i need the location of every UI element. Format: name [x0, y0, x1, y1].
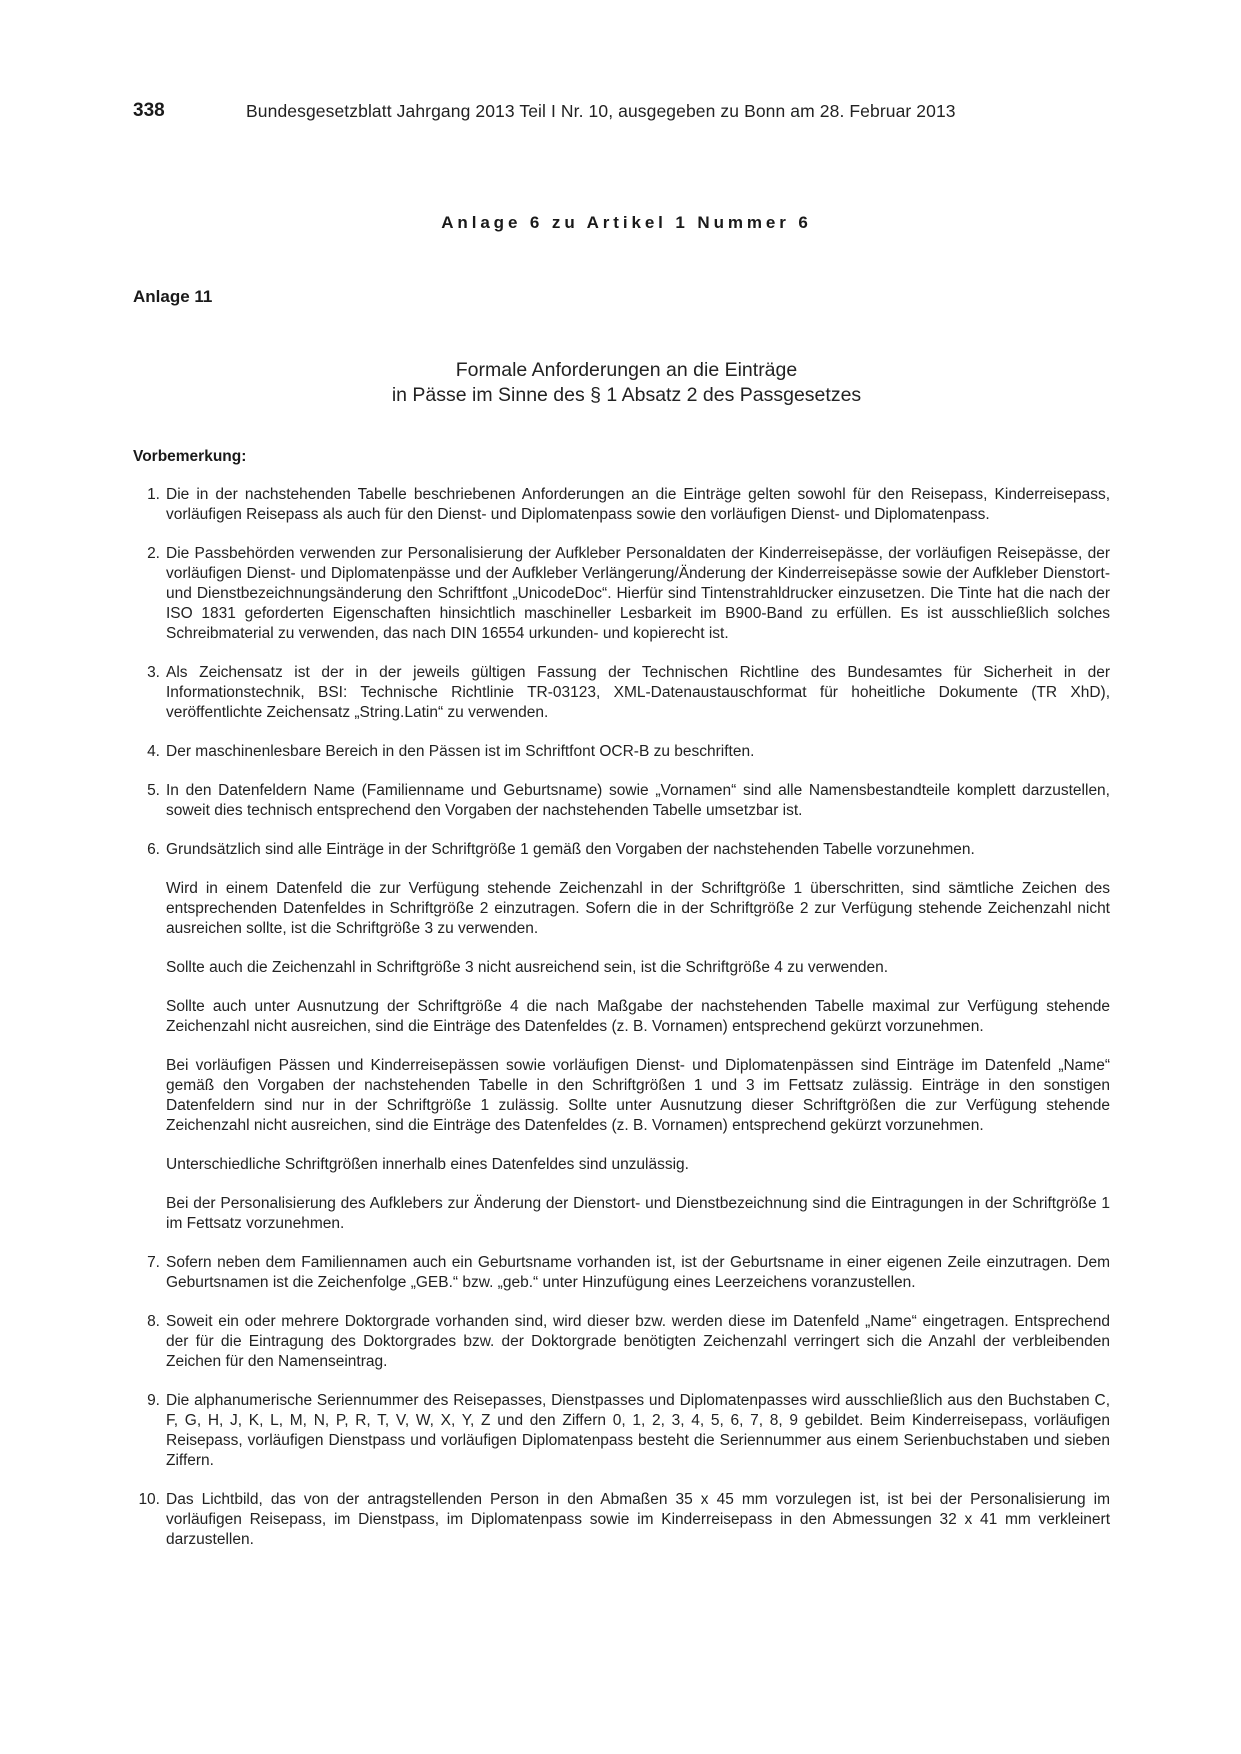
document-title — [0, 358, 1241, 408]
annex-number: Anlage 11 — [133, 287, 213, 306]
list-item-paragraph: Grundsätzlich sind alle Einträge in der Schriftgröße 1 gemäß den Vorgaben der nachstehenden Tabelle vorzunehmen. — [166, 841, 975, 858]
list-item-paragraph: Der maschinenlesbare Bereich in den Pässen ist im Schriftfont OCR-B zu beschriften. — [166, 743, 755, 760]
list-item — [133, 742, 1110, 762]
list-item — [133, 840, 1110, 1234]
list-item-number: 6. — [147, 841, 160, 858]
list-item-paragraph: Wird in einem Datenfeld die zur Verfügung stehende Zeichenzahl in der Schriftgröße 1 überschritten, sind sämtliche Zeichen des entsprechenden Datenfeldes in Schriftgröße 2 einzutragen. Sofern die in der Schriftgröße 2 zur Verfügung stehende Zeichenzahl nicht ausreichen sollte, ist die Schriftgröße 3 zu verwenden. — [166, 880, 1110, 937]
list-item-paragraph: Sollte auch unter Ausnutzung der Schriftgröße 4 die nach Maßgabe der nachstehenden Tabelle maximal zur Verfügung stehende Zeichenzahl nicht ausreichen, sind die Einträge des Datenfeldes (z. B. Vornamen) entsprechend gekürzt vorzunehmen. — [166, 998, 1110, 1035]
list-item — [133, 1312, 1110, 1372]
list-item-paragraph: Unterschiedliche Schriftgrößen innerhalb eines Datenfeldes sind unzulässig. — [166, 1156, 689, 1173]
list-item-paragraph: Sofern neben dem Familiennamen auch ein Geburtsname vorhanden ist, ist der Geburtsname in einer eigenen Zeile einzutragen. Dem Geburtsnamen ist die Zeichenfolge „GEB.“ bzw. „geb.“ unter Hinzufügung eines Leerzeichens voranzustellen. — [166, 1254, 1110, 1291]
list-item — [133, 544, 1110, 644]
list-item-number: 3. — [147, 664, 160, 681]
list-item-paragraph: Die in der nachstehenden Tabelle beschriebenen Anforderungen an die Einträge gelten sowohl für den Reisepass, Kinderreisepass, vorläufigen Reisepass als auch für den Dienst- und Diplomatenpass sowie den vorläufigen Dienst- und Diplomatenpass. — [166, 486, 1110, 523]
list-item-number: 10. — [138, 1491, 160, 1508]
list-item-number: 5. — [147, 782, 160, 799]
list-item-number: 9. — [147, 1392, 160, 1409]
list-item-paragraph: Die Passbehörden verwenden zur Personalisierung der Aufkleber Personaldaten der Kinderreisepässe, der vorläufigen Reisepässe, der vorläufigen Dienst- und Diplomatenpässe und der Aufkleber Verlängerung/Änderung der Kinderreisepässe sowie der Aufkleber Dienstort- und Dienstbezeichnungsänderung den Schriftfont „UnicodeDoc“. Hierfür sind Tintenstrahldrucker einzusetzen. Die Tinte hat die nach der ISO 1831 geforderten Eigenschaften hinsichtlich maschineller Lesbarkeit im B900-Band zu erfüllen. Es ist ausschließlich solches Schreibmaterial zu verwenden, das nach DIN 16554 urkunden- und kopierecht ist. — [166, 545, 1110, 642]
document-title-line-2: in Pässe im Sinne des § 1 Absatz 2 des Passgesetzes — [391, 384, 862, 406]
list-item-number: 1. — [147, 486, 160, 503]
list-item-paragraph: In den Datenfeldern Name (Familienname und Geburtsname) sowie „Vornamen“ sind alle Namensbestandteile komplett darzustellen, soweit dies technisch entsprechend den Vorgaben der nachstehenden Tabelle umsetzbar ist. — [166, 782, 1110, 819]
list-item-paragraph: Als Zeichensatz ist der in der jeweils gültigen Fassung der Technischen Richtline des Bundesamtes für Sicherheit in der Informationstechnik, BSI: Technische Richtlinie TR-03123, XML-Datenaustauschformat für hoheitliche Dokumente (TR XhD), veröffentlichte Zeichensatz „String.Latin“ zu verwenden. — [166, 664, 1110, 721]
list-item — [133, 1490, 1110, 1550]
page-header — [133, 100, 1113, 130]
list-item-paragraph: Bei der Personalisierung des Aufklebers zur Änderung der Dienstort- und Dienstbezeichnung sind die Eintragungen in der Schriftgröße 1 im Fettsatz vorzunehmen. — [166, 1195, 1110, 1232]
gazette-title: Bundesgesetzblatt Jahrgang 2013 Teil I Nr. 10, ausgegeben zu Bonn am 28. Februar 2013 — [246, 101, 956, 121]
list-item-number: 7. — [147, 1254, 160, 1271]
list-item — [133, 663, 1110, 723]
list-item-number: 2. — [147, 545, 160, 562]
page-number: 338 — [133, 100, 165, 121]
list-item-paragraph: Die alphanumerische Seriennummer des Reisepasses, Dienstpasses und Diplomatenpasses wird ausschließlich aus den Buchstaben C, F, G, H, J, K, L, M, N, P, R, T, V, W, X, Y, Z und den Ziffern 0, 1, 2, 3, 4, 5, 6, 7, 8, 9 gebildet. Beim Kinderreisepass, vorläufigen Reisepass, vorläufigen Dienstpass und vorläufigen Diplomatenpass besteht die Seriennummer aus einem Serienbuchstaben und sieben Ziffern. — [166, 1392, 1110, 1469]
list-item-number: 4. — [147, 743, 160, 760]
list-item-paragraph: Sollte auch die Zeichenzahl in Schriftgröße 3 nicht ausreichend sein, ist die Schriftgröße 4 zu verwenden. — [166, 959, 888, 976]
document-title-line-1: Formale Anforderungen an die Einträge — [455, 359, 798, 381]
list-item — [133, 485, 1110, 525]
list-item — [133, 1253, 1110, 1293]
list-item-paragraph: Soweit ein oder mehrere Doktorgrade vorhanden sind, wird dieser bzw. werden diese im Datenfeld „Name“ eingetragen. Entsprechend der für die Eintragung des Doktorgrades bzw. der Doktorgrade benötigten Zeichenzahl verringert sich die Anzahl der verbleibenden Zeichen für den Namenseintrag. — [166, 1313, 1110, 1370]
list-item-paragraph: Das Lichtbild, das von der antragstellenden Person in den Abmaßen 35 x 45 mm vorzulegen ist, ist bei der Personalisierung im vorläufigen Reisepass, im Dienstpass, im Diplomatenpass sowie im Kinderreisepass in den Abmessungen 32 x 41 mm verkleinert darzustellen. — [166, 1491, 1110, 1548]
annex-reference: Anlage 6 zu Artikel 1 Nummer 6 — [441, 213, 812, 232]
preliminary-remark-heading: Vorbemerkung: — [133, 448, 247, 465]
list-item-number: 8. — [147, 1313, 160, 1330]
list-item — [133, 781, 1110, 821]
list-item-paragraph: Bei vorläufigen Pässen und Kinderreisepässen sowie vorläufigen Dienst- und Diplomatenpässen sind Einträge im Datenfeld „Name“ gemäß den Vorgaben der nachstehenden Tabelle in den Schriftgrößen 1 und 3 im Fettsatz zulässig. Einträge in den sonstigen Datenfeldern sind nur in der Schriftgröße 1 zulässig. Sollte unter Ausnutzung dieser Schriftgrößen die zur Verfügung stehende Zeichenzahl nicht ausreichen, sind die Einträge des Datenfeldes (z. B. Vornamen) entsprechend gekürzt vorzunehmen. — [166, 1057, 1110, 1134]
numbered-list — [133, 485, 1110, 1569]
list-item — [133, 1391, 1110, 1471]
